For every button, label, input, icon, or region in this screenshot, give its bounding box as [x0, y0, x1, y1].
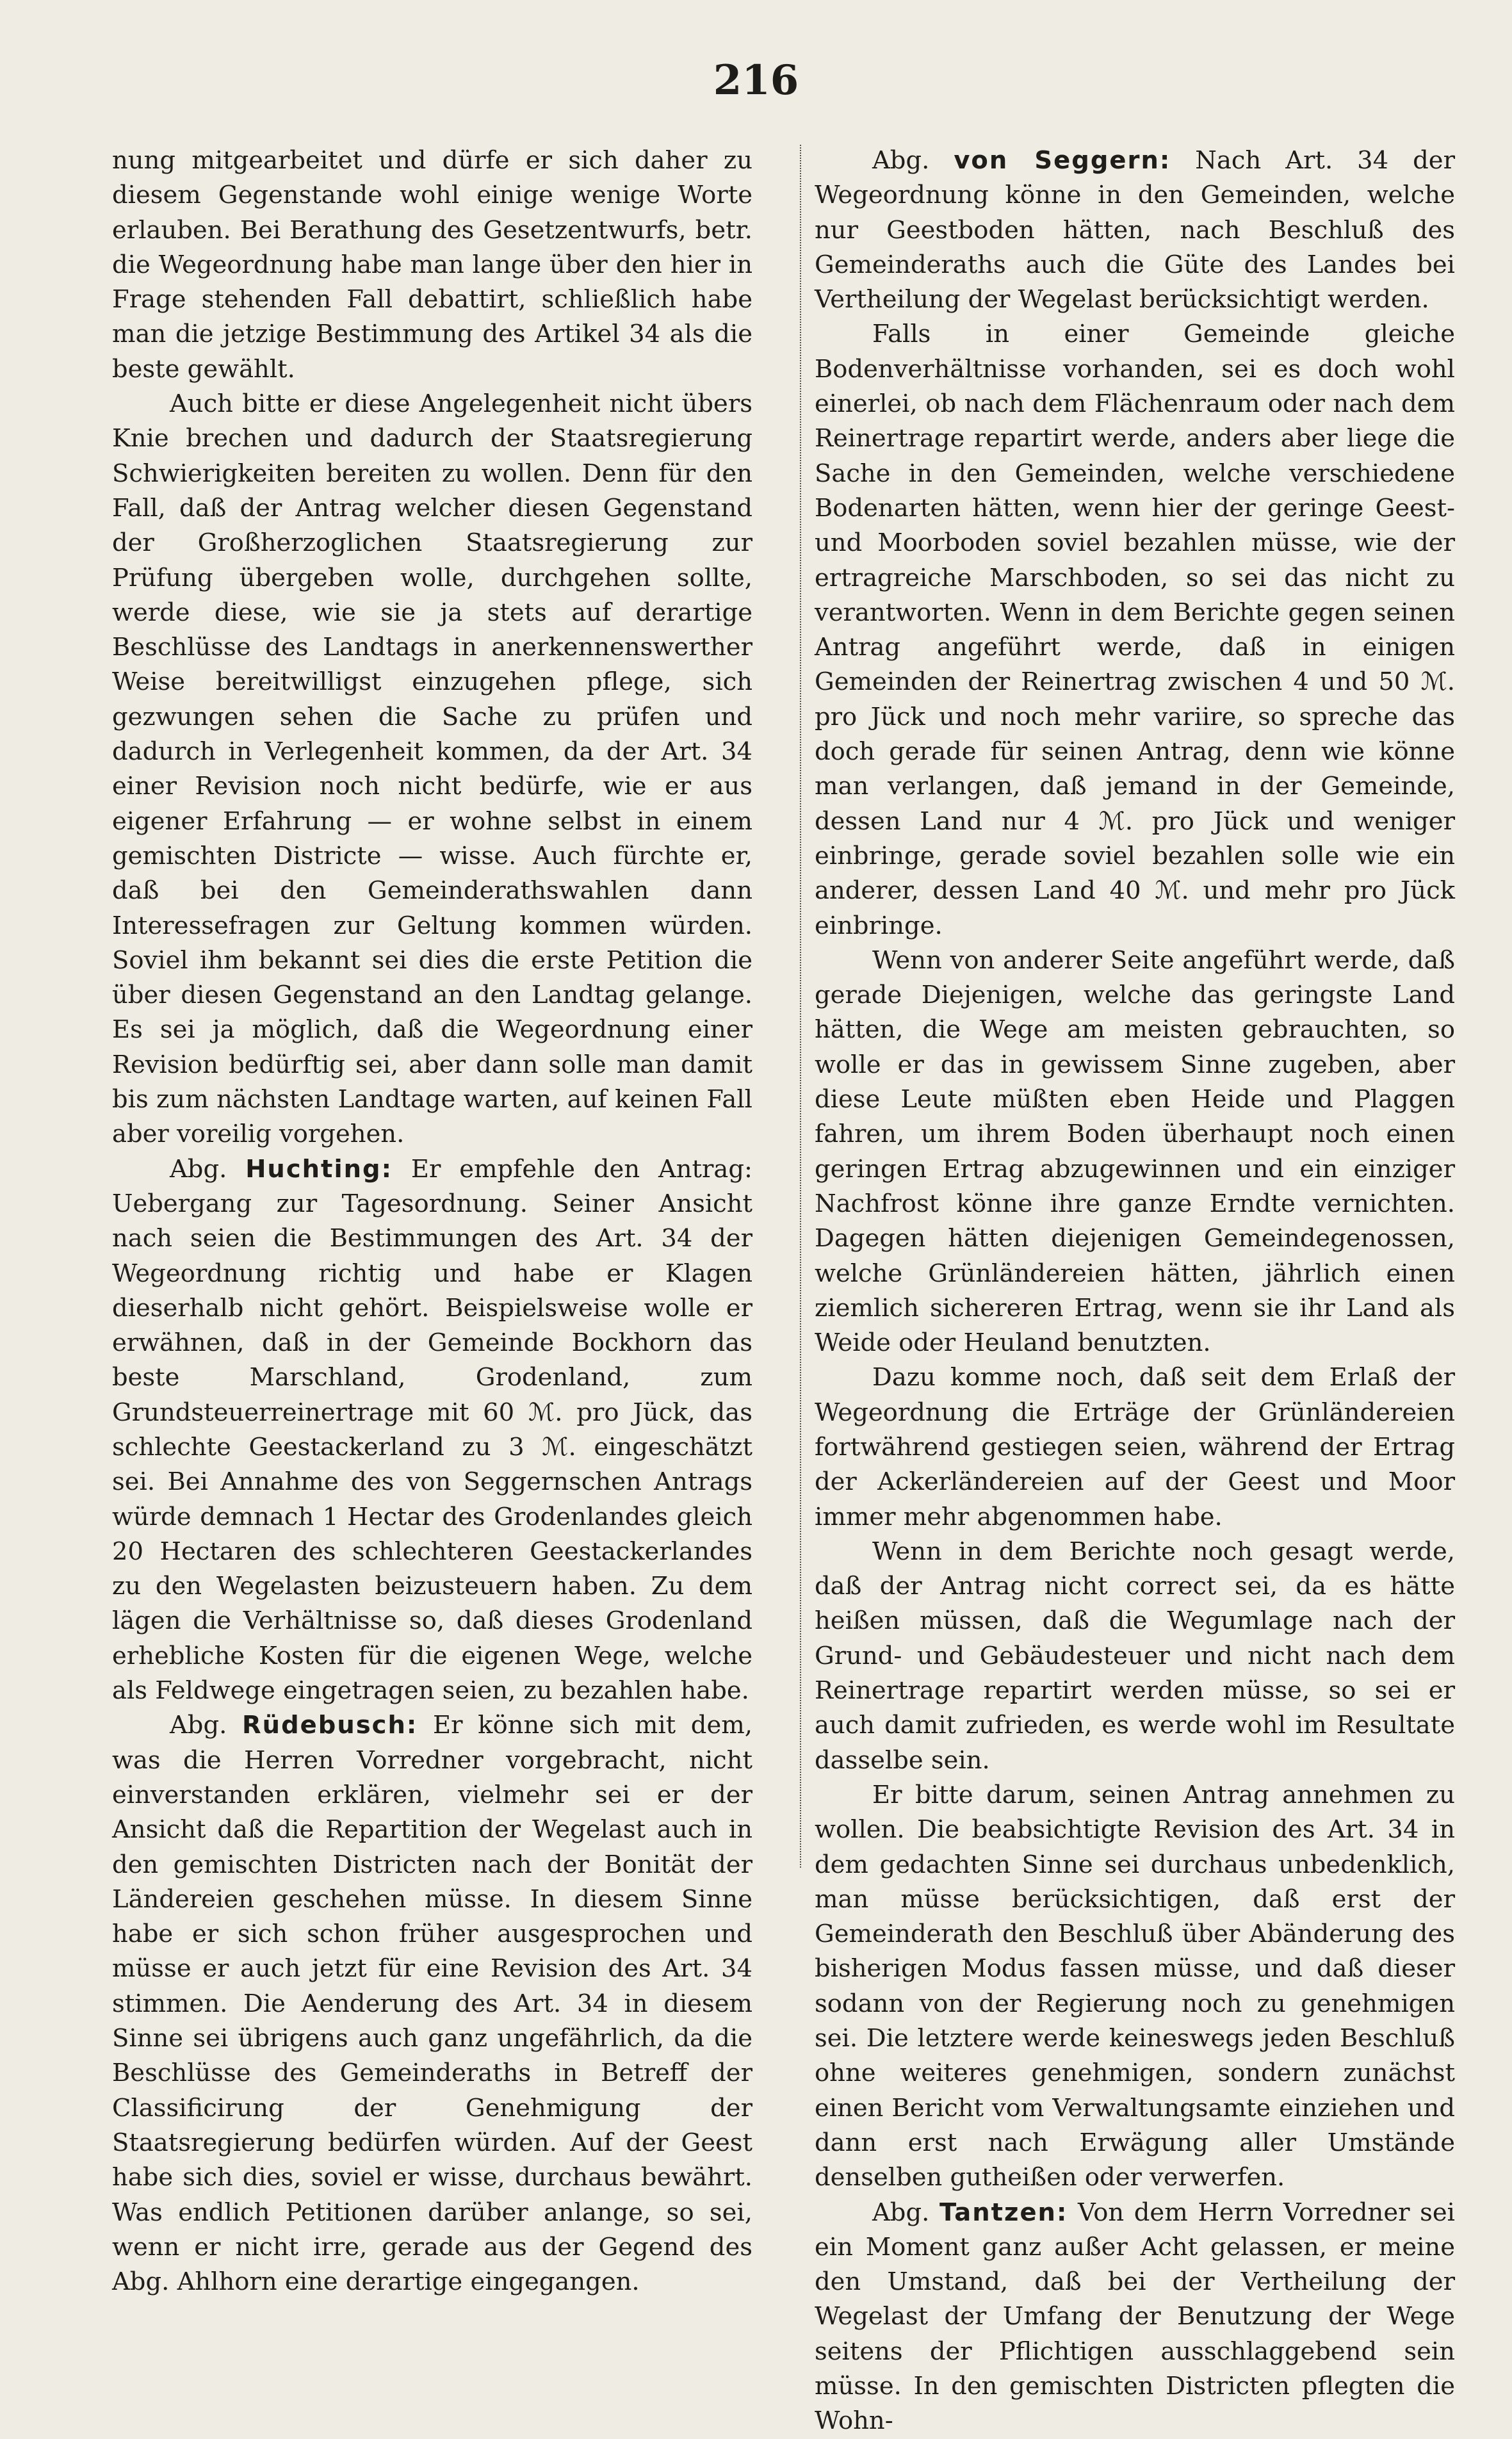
right-column: [815, 143, 1455, 2439]
paragraph: Abg. von Seggern: Nach Art. 34 der Wegeordnung könne in den Gemeinden, welche nur Geestboden hätten, nach Beschluß des Gemeinderaths auch die Güte des Landes bei Vertheilung der Wegelast berücksichtigt werden.: [815, 146, 1455, 314]
speaker-name: von Seggern:: [954, 146, 1171, 175]
paragraph: Er bitte darum, seinen Antrag annehmen zu wollen. Die beabsichtigte Revision des Art. 34 in dem gedachten Sinne sei durchaus unbedenklich, man müsse berücksichtigen, daß erst der Gemeinderath den Beschluß über Abänderung des bisherigen Modus fassen müsse, und daß dieser sodann von der Regierung noch zu genehmigen sei. Die letztere werde keineswegs jeden Beschluß ohne weiteres genehmigen, sondern zunächst einen Bericht vom Verwaltungsamte einziehen und dann erst nach Erwägung aller Umstände denselben gutheißen oder verwerfen.: [815, 1780, 1455, 2192]
paragraph: Abg. Huchting: Er empfehle den Antrag: Uebergang zur Tagesordnung. Seiner Ansicht nach seien die Bestimmungen des Art. 34 der Wegeordnung richtig und habe er Klagen dieserhalb nicht gehört. Beispielsweise wolle er erwähnen, daß in der Gemeinde Bockhorn das beste Marschland, Grodenland, zum Grundsteuerreinertrage mit 60 ℳ. pro Jück, das schlechte Geestackerland zu 3 ℳ. eingeschätzt sei. Bei Annahme des von Seggernschen Antrags würde demnach 1 Hectar des Grodenlandes gleich 20 Hectaren des schlechteren Geestackerlandes zu den Wegelasten beizusteuern haben. Zu dem lägen die Verhältnisse so, daß dieses Grodenland erhebliche Kosten für die eigenen Wege, welche als Feldwege eingetragen seien, zu bezahlen habe.: [112, 1154, 752, 1706]
speaker-name: Tantzen:: [939, 2198, 1068, 2227]
speaker-prefix: Abg.: [872, 2198, 930, 2227]
speaker-name: Rüdebusch:: [242, 1711, 418, 1740]
paragraph: Wenn in dem Berichte noch gesagt werde, daß der Antrag nicht correct sei, da es hätte heißen müssen, daß die Wegumlage nach der Grund- und Gebäudesteuer und nicht nach dem Reinertrage repartirt werden müsse, so sei er auch damit zufrieden, es werde wohl im Resultate dasselbe sein.: [815, 1537, 1455, 1775]
column-divider: [800, 145, 801, 1868]
paragraph: Abg. Rüdebusch: Er könne sich mit dem, was die Herren Vorredner vorgebracht, nicht einverstanden erklären, vielmehr sei er der Ansicht daß die Repartition der Wegelast auch in den gemischten Districten nach der Bonität der Ländereien geschehen müsse. In diesem Sinne habe er sich schon früher ausgesprochen und müsse er auch jetzt für eine Revision des Art. 34 stimmen. Die Aenderung des Art. 34 in diesem Sinne sei übrigens auch ganz ungefährlich, da die Beschlüsse des Gemeinderaths in Betreff der Classificirung der Genehmigung der Staatsregierung bedürfen würden. Auf der Geest habe sich dies, soviel er wisse, durchaus bewährt. Was endlich Petitionen darüber anlange, so sei, wenn er nicht irre, gerade aus der Gegend des Abg. Ahlhorn eine derartige eingegangen.: [112, 1711, 752, 2297]
paragraph: Dazu komme noch, daß seit dem Erlaß der Wegeordnung die Erträge der Grünländereien fortwährend gestiegen seien, während der Ertrag der Ackerländereien auf der Geest und Moor immer mehr abgenommen habe.: [815, 1363, 1455, 1531]
speaker-prefix: Abg.: [872, 146, 930, 175]
paragraph: nung mitgearbeitet und dürfe er sich daher zu diesem Gegenstande wohl einige wenige Worte erlauben. Bei Berathung des Gesetzentwurfs, betr. die Wegeordnung habe man lange über den hier in Frage stehenden Fall debattirt, schließlich habe man die jetzige Bestimmung des Artikel 34 als die beste gewählt.: [112, 146, 752, 384]
speaker-prefix: Abg.: [170, 1154, 227, 1184]
speaker-name: Huchting:: [245, 1154, 393, 1184]
left-column: [112, 143, 752, 2299]
page-number: 216: [713, 56, 799, 104]
paragraph: Auch bitte er diese Angelegenheit nicht übers Knie brechen und dadurch der Staatsregierung Schwierigkeiten bereiten zu wollen. Denn für den Fall, daß der Antrag welcher diesen Gegenstand der Großherzoglichen Staatsregierung zur Prüfung übergeben wolle, durchgehen sollte, werde diese, wie sie ja stets auf derartige Beschlüsse des Landtags in anerkennenswerther Weise bereitwilligst einzugehen pflege, sich gezwungen sehen die Sache zu prüfen und dadurch in Verlegenheit kommen, da der Art. 34 einer Revision noch nicht bedürfe, wie er aus eigener Erfahrung — er wohne selbst in einem gemischten Districte — wisse. Auch fürchte er, daß bei den Gemeinderathswahlen dann Interessefragen zur Geltung kommen würden. Soviel ihm bekannt sei dies die erste Petition die über diesen Gegenstand an den Landtag gelange. Es sei ja möglich, daß die Wegeordnung einer Revision bedürftig sei, aber dann solle man damit bis zum nächsten Landtage warten, auf keinen Fall aber voreilig vorgehen.: [112, 389, 752, 1149]
paragraph: Falls in einer Gemeinde gleiche Bodenverhältnisse vorhanden, sei es doch wohl einerlei, ob nach dem Flächenraum oder nach dem Reinertrage repartirt werde, anders aber liege die Sache in den Gemeinden, welche verschiedene Bodenarten hätten, wenn hier der geringe Geest- und Moorboden soviel bezahlen müsse, wie der ertragreiche Marschboden, so sei das nicht zu verantworten. Wenn in dem Berichte gegen seinen Antrag angeführt werde, daß in einigen Gemeinden der Reinertrag zwischen 4 und 50 ℳ. pro Jück und noch mehr variire, so spreche das doch gerade für seinen Antrag, denn wie könne man verlangen, daß jemand in der Gemeinde, dessen Land nur 4 ℳ. pro Jück und weniger einbringe, gerade soviel bezahlen solle wie ein anderer, dessen Land 40 ℳ. und mehr pro Jück einbringe.: [815, 320, 1455, 940]
paragraph: Wenn von anderer Seite angeführt werde, daß gerade Diejenigen, welche das geringste Land hätten, die Wege am meisten gebrauchten, so wolle er das in gewissem Sinne zugeben, aber diese Leute müßten eben Heide und Plaggen fahren, um ihrem Boden überhaupt noch einen geringen Ertrag abzugewinnen und ein einziger Nachfrost könne ihre ganze Erndte vernichten. Dagegen hätten diejenigen Gemeindegenossen, welche Grünländereien hätten, jährlich einen ziemlich sichereren Ertrag, wenn sie ihr Land als Weide oder Heuland benutzten.: [815, 945, 1455, 1358]
speaker-prefix: Abg.: [170, 1711, 227, 1740]
paragraph: Abg. Tantzen: Von dem Herrn Vorredner sei ein Moment ganz außer Acht gelassen, er meine den Umstand, daß bei der Vertheilung der Wegelast der Umfang der Benutzung der Wege seitens der Pflichtigen ausschlaggebend sein müsse. In den gemischten Districten pflegten die Wohn-: [815, 2198, 1455, 2436]
